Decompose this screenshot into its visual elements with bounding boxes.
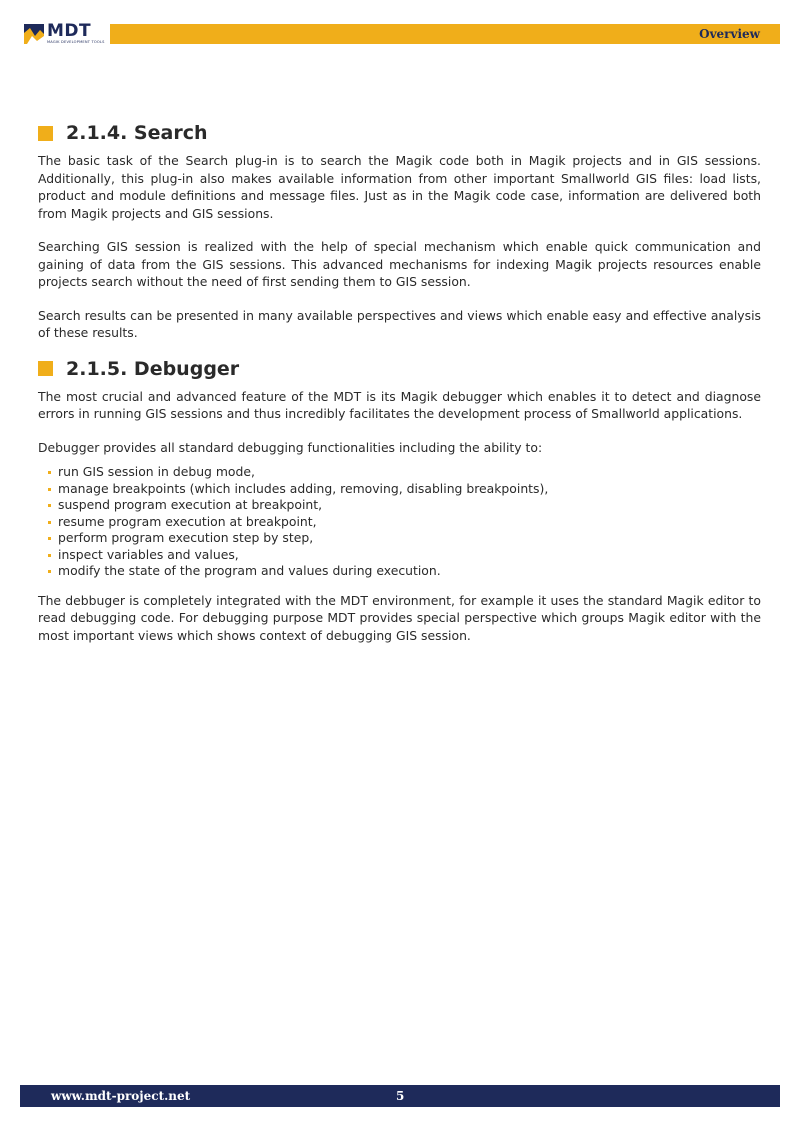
page-header (24, 22, 780, 46)
search-title: 2.1.4. Search (66, 122, 208, 144)
bullet-dot-icon (48, 570, 51, 573)
logo-subtitle: MAGIK DEVELOPMENT TOOLS (47, 40, 105, 45)
bullet-dot-icon (48, 488, 51, 491)
debugger-section-heading (38, 358, 761, 380)
section-label: Overview (699, 27, 760, 41)
mdt-logo (24, 22, 114, 46)
debugger-title: 2.1.5. Debugger (66, 357, 240, 380)
debugger-feature-list (48, 464, 761, 580)
debugger-intro: The most crucial and advanced feature of the MDT is its Magik debugger which enables it to detect and diagnose errors in running GIS sessions and thus incredibly facilitates the development process of Smallworld applications. (38, 388, 761, 421)
debugger-outro: The debbuger is completely integrated with the MDT environment, for example it uses the standard Magik editor to read debugging code. For debugging purpose MDT provides special perspective which groups Magik editor with the most important views which shows context of debugging GIS session. (38, 592, 761, 643)
list-item: resume program execution at breakpoint, (48, 514, 761, 531)
bullet-dot-icon (48, 554, 51, 557)
bullet-dot-icon (48, 521, 51, 524)
debugger-list-intro: Debugger provides all standard debugging functionalities including the ability to: (38, 439, 543, 455)
square-bullet-icon (38, 126, 53, 141)
bullet-dot-icon (48, 504, 51, 507)
logo-title: MDT (47, 21, 92, 42)
search-section-heading (38, 122, 761, 144)
list-item: inspect variables and values, (48, 547, 761, 564)
header-bar (110, 24, 780, 44)
square-bullet-icon (38, 361, 53, 376)
list-item: perform program execution step by step, (48, 530, 761, 547)
mdt-logo-icon (24, 24, 44, 44)
list-item: manage breakpoints (which includes adding, removing, disabling breakpoints), (48, 481, 761, 498)
list-item: modify the state of the program and values during execution. (48, 563, 761, 580)
bullet-dot-icon (48, 537, 51, 540)
footer-url-link[interactable]: www.mdt-project.net (51, 1089, 191, 1103)
list-item: run GIS session in debug mode, (48, 464, 761, 481)
page-number: 5 (396, 1089, 405, 1103)
page-content (38, 122, 761, 660)
search-paragraph: The basic task of the Search plug-in is to search the Magik code both in Magik projects and in GIS sessions. Additionally, this plug-in also makes available information from other important Smallworld GIS files: load lists, product and module definitions and message files. Just as in the Magik code case, information are delivered both from Magik projects and GIS sessions. (38, 153, 761, 221)
search-paragraph: Search results can be presented in many available perspectives and views which enable easy and effective analysis of these results. (38, 307, 761, 340)
search-paragraph: Searching GIS session is realized with the help of special mechanism which enable quick communication and gaining of data from the GIS sessions. This advanced mechanisms for indexing Magik projects resources enable projects search without the need of first sending them to GIS session. (38, 239, 761, 289)
page-footer (20, 1085, 780, 1107)
bullet-dot-icon (48, 471, 51, 474)
list-item: suspend program execution at breakpoint, (48, 497, 761, 514)
